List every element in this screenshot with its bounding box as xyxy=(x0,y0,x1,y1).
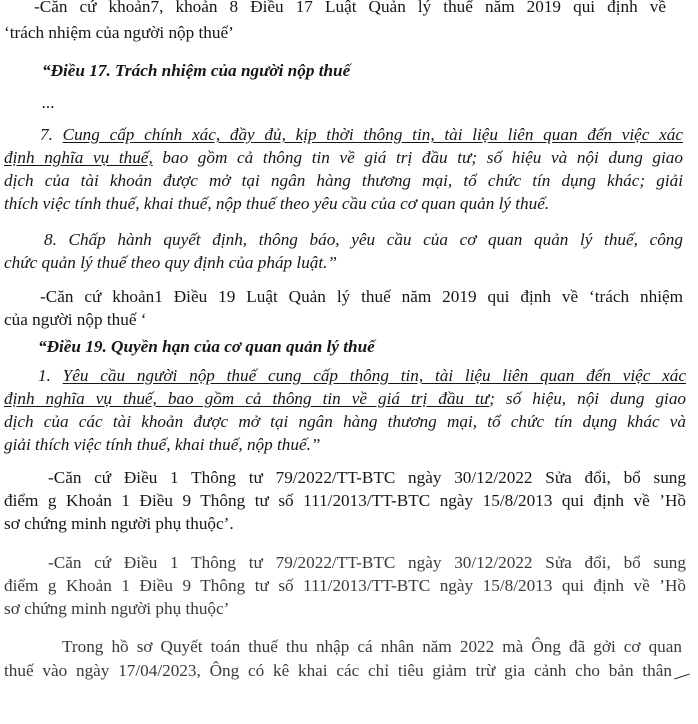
clause-17-7-rest: bao gồm cả thông tin về giá trị đầu tư; số hiệu và nội dung giao xyxy=(152,148,683,167)
clause-17-7-underlined-1: Cung cấp chính xác, đầy đủ, kịp thời thông tin, tài liệu liên quan đến việc xác xyxy=(62,125,684,144)
clause-17-7-line-4: thích việc tính thuế, khai thuế, nộp thuế theo yêu cầu của cơ quan quản lý thuế. xyxy=(4,194,550,213)
article-19-title: “Điều 19. Quyền hạn của cơ quan quản lý thuế xyxy=(38,337,375,356)
pen-stroke-mark xyxy=(674,674,690,680)
p4-line-1: -Căn cứ Điều 1 Thông tư 79/2022/TT-BTC ngày 30/12/2022 Sửa đổi, bổ sung xyxy=(48,553,686,572)
clause-19-1-line-1 xyxy=(38,365,686,387)
clause-19-1-line-4: giải thích việc tính thuế, khai thuế, nộp thuế.” xyxy=(4,435,321,454)
article-17-title: “Điều 17. Trách nhiệm của người nộp thuế xyxy=(42,61,351,80)
p1-line-1: -Căn cứ khoản7, khoản 8 Điều 17 Luật Quản lý thuế năm 2019 qui định về xyxy=(34,0,666,16)
clause-17-7-line-3: dịch của tài khoản được mở tại ngân hàng thương mại, tổ chức tín dụng khác; giải xyxy=(4,171,683,190)
clause-19-1-underlined-1: Yêu cầu người nộp thuế cung cấp thông tin, tài liệu liên quan đến việc xác xyxy=(62,366,686,385)
p2-line-2: của người nộp thuế ‘ xyxy=(4,310,147,329)
p4-line-2: điểm g Khoản 1 Điều 9 Thông tư số 111/2013/TT-BTC ngày 15/8/2013 qui định về ’Hồ xyxy=(4,576,686,595)
clause-19-1-rest: ; số hiệu, nội dung giao xyxy=(489,389,687,408)
clause-19-1-line-2 xyxy=(4,388,686,410)
p1-line-2: ‘trách nhiệm của người nộp thuế’ xyxy=(4,23,234,42)
p3-line-1: -Căn cứ Điều 1 Thông tư 79/2022/TT-BTC ngày 30/12/2022 Sửa đổi, bổ sung xyxy=(48,468,686,487)
clause-17-7-number: 7. xyxy=(40,125,63,144)
p4-line-3: sơ chứng minh người phụ thuộc’ xyxy=(4,599,230,618)
p5-line-1: Trong hồ sơ Quyết toán thuế thu nhập cá nhân năm 2022 mà Ông đã gởi cơ quan xyxy=(62,637,682,656)
p3-line-2: điểm g Khoản 1 Điều 9 Thông tư số 111/2013/TT-BTC ngày 15/8/2013 qui định về ’Hồ xyxy=(4,491,686,510)
clause-17-7-underlined-2: định nghĩa vụ thuế, xyxy=(4,148,153,167)
clause-19-1-line-3: dịch của các tài khoản được mở tại ngân hàng thương mại, tổ chức tín dụng khác và xyxy=(4,412,686,431)
clause-19-1-underlined-2: định nghĩa vụ thuế, bao gồm cả thông tin về giá trị đầu tư xyxy=(4,389,490,408)
p5-line-2: thuế vào ngày 17/04/2023, Ông có kê khai các chỉ tiêu giảm trừ gia cảnh cho bản thân xyxy=(4,661,672,680)
p3-line-3: sơ chứng minh người phụ thuộc’. xyxy=(4,514,234,533)
clause-17-7-line-2 xyxy=(4,147,683,169)
clause-19-1-number: 1. xyxy=(38,366,63,385)
clause-17-7-line-1 xyxy=(40,124,683,146)
clause-17-8-line-1: 8. Chấp hành quyết định, thông báo, yêu cầu của cơ quan quản lý thuế, công xyxy=(44,230,683,249)
clause-17-8-line-2: chức quản lý thuế theo quy định của pháp luật.” xyxy=(4,253,338,272)
ellipsis: ... xyxy=(42,93,55,112)
p2-line-1: -Căn cứ khoản1 Điều 19 Luật Quản lý thuế năm 2019 qui định về ‘trách nhiệm xyxy=(40,287,683,306)
